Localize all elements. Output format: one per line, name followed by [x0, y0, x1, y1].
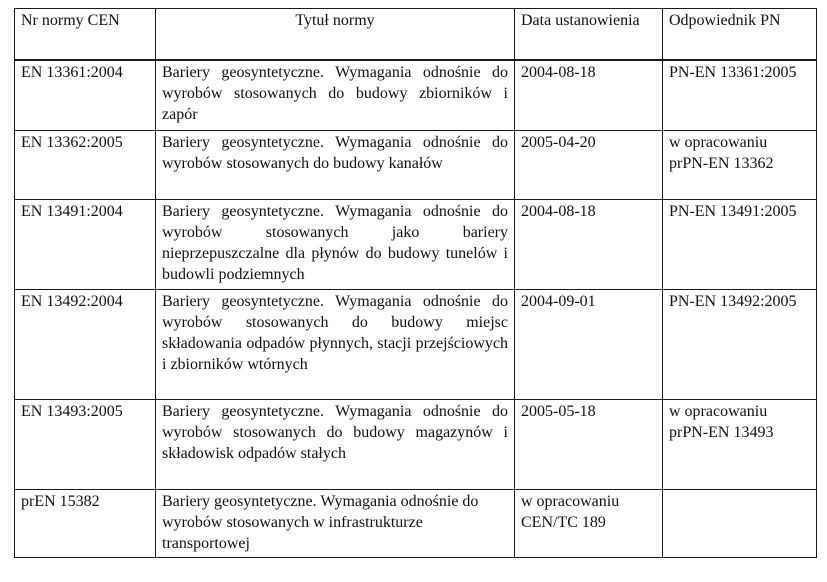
table-row	[14, 199, 817, 289]
cell-pn: w opracowaniu prPN-EN 13493	[662, 399, 817, 489]
cell-pn	[662, 489, 817, 558]
cell-code: EN 13491:2004	[14, 199, 155, 289]
cell-code: EN 13492:2004	[14, 289, 155, 399]
cell-title: Bariery geosyntetyczne. Wymagania odnośnie do wyrobów stosowanych do budowy magazynów i składowisk odpadów stałych	[155, 399, 514, 489]
table-row	[14, 130, 817, 199]
cell-code: EN 13362:2005	[14, 130, 155, 199]
cell-date: 2005-05-18	[514, 399, 662, 489]
cell-date: 2004-08-18	[514, 199, 662, 289]
cell-title: Bariery geosyntetyczne. Wymagania odnośnie do wyrobów stosowanych do budowy zbiorników i zapór	[155, 60, 514, 130]
header-title: Tytuł normy	[155, 8, 514, 60]
table-header	[14, 8, 817, 60]
cell-pn: PN-EN 13492:2005	[662, 289, 817, 399]
table-row	[14, 399, 817, 489]
table-row	[14, 60, 817, 130]
cell-title: Bariery geosyntetyczne. Wymagania odnośnie do wyrobów stosowanych jako bariery nieprzepuszczalne dla płynów do budowy tunelów i budowli podziemnych	[155, 199, 514, 289]
header-cen-number: Nr normy CEN	[14, 8, 155, 60]
cell-title: Bariery geosyntetyczne. Wymagania odnośnie do wyrobów stosowanych do budowy kanałów	[155, 130, 514, 199]
cell-title: Bariery geosyntetyczne. Wymagania odnośnie do wyrobów stosowanych w infrastrukturze transportowej	[155, 489, 514, 558]
standards-table-container	[14, 8, 817, 558]
cell-date: 2005-04-20	[514, 130, 662, 199]
cell-pn: w opracowaniu prPN-EN 13362	[662, 130, 817, 199]
table-row	[14, 489, 817, 558]
header-date: Data ustanowienia	[514, 8, 662, 60]
table-row	[14, 289, 817, 399]
header-row	[14, 8, 817, 60]
cell-date: 2004-09-01	[514, 289, 662, 399]
cell-code: EN 13361:2004	[14, 60, 155, 130]
cell-title: Bariery geosyntetyczne. Wymagania odnośnie do wyrobów stosowanych do budowy miejsc składowania odpadów płynnych, stacji przejściowych i zbiorników wtórnych	[155, 289, 514, 399]
header-pn-equivalent: Odpowiednik PN	[662, 8, 817, 60]
cell-pn: PN-EN 13491:2005	[662, 199, 817, 289]
cell-code: prEN 15382	[14, 489, 155, 558]
cell-date: 2004-08-18	[514, 60, 662, 130]
cell-code: EN 13493:2005	[14, 399, 155, 489]
cell-date: w opracowaniu CEN/TC 189	[514, 489, 662, 558]
table-body	[14, 60, 817, 558]
cell-pn: PN-EN 13361:2005	[662, 60, 817, 130]
standards-table	[14, 8, 817, 558]
